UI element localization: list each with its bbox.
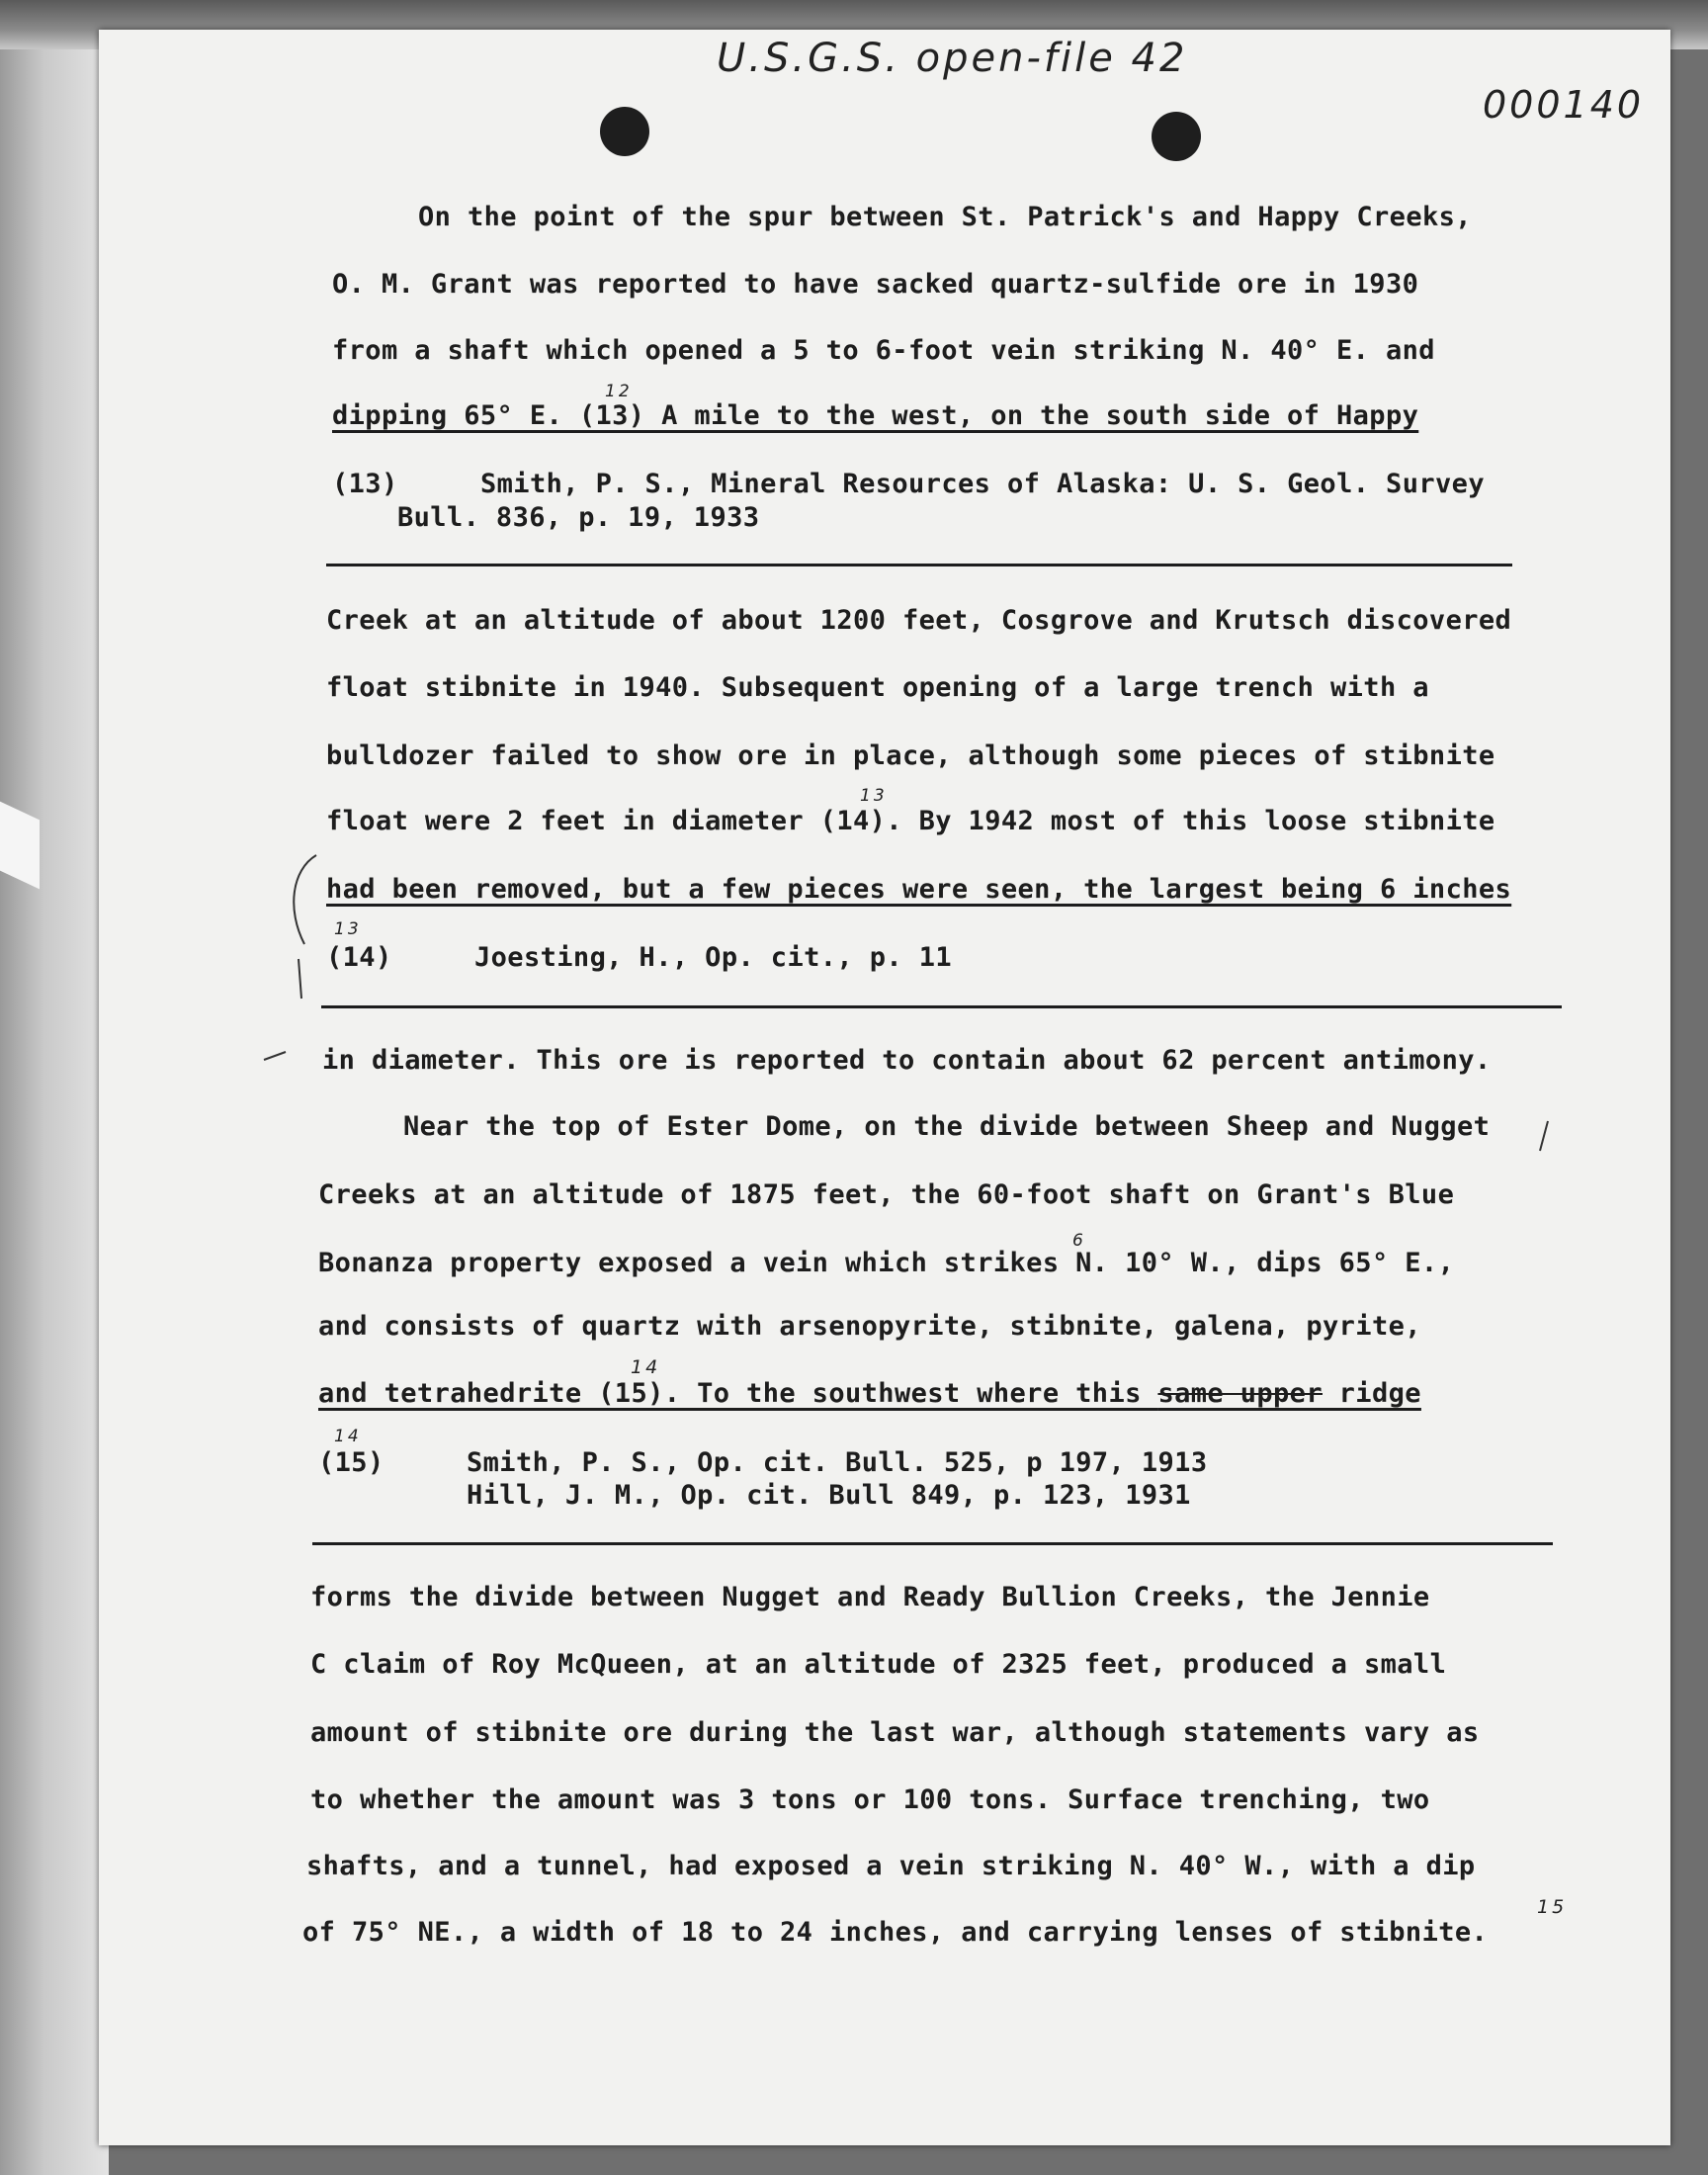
text-line: and consists of quartz with arsenopyrite, stibnite, galena, pyrite, xyxy=(318,1311,1421,1342)
text-line: Near the top of Ester Dome, on the divide between Sheep and Nugget xyxy=(403,1111,1491,1142)
annotation-12: 12 xyxy=(605,382,633,401)
handwritten-title: U.S.G.S. open-file 42 xyxy=(717,36,1188,81)
footnote-rule xyxy=(321,1005,1562,1008)
text-line: shafts, and a tunnel, had exposed a vein striking N. 40° W., with a dip xyxy=(306,1851,1476,1881)
footnote-rule xyxy=(326,564,1512,566)
margin-slash-mark xyxy=(1534,1117,1554,1157)
margin-dash-mark xyxy=(262,1046,292,1066)
footnote-text: Joesting, H., Op. cit., p. 11 xyxy=(474,942,953,973)
text-line: On the point of the spur between St. Patrick's and Happy Creeks, xyxy=(418,202,1472,232)
text-line: in diameter. This ore is reported to contain about 62 percent antimony. xyxy=(322,1045,1492,1076)
page-number: 000140 xyxy=(1483,83,1645,127)
footnote-text: Bull. 836, p. 19, 1933 xyxy=(397,502,760,533)
text-line: O. M. Grant was reported to have sacked quartz-sulfide ore in 1930 xyxy=(332,269,1419,300)
text-line: Bonanza property exposed a vein which strikes N. 10° W., dips 65° E., xyxy=(318,1248,1455,1278)
annotation-14b: 14 xyxy=(334,1427,362,1446)
annotation-14: 14 xyxy=(631,1356,661,1378)
footnote-text: Hill, J. M., Op. cit. Bull 849, p. 123, 1931 xyxy=(467,1480,1191,1511)
annotation-15: 15 xyxy=(1537,1896,1568,1918)
text-line: Creek at an altitude of about 1200 feet, Cosgrove and Krutsch discovered xyxy=(326,605,1512,636)
annotation-6: 6 xyxy=(1072,1231,1086,1251)
struck-text: same upper xyxy=(1157,1378,1323,1409)
text-line: dipping 65° E. (13) A mile to the west, on the south side of Happy xyxy=(332,400,1419,431)
scan-shadow-left xyxy=(0,0,109,2175)
text-line: float stibnite in 1940. Subsequent opening of a large trench with a xyxy=(326,672,1429,703)
footnote-rule xyxy=(312,1542,1553,1545)
punch-hole-right xyxy=(1152,112,1201,161)
text-line: float were 2 feet in diameter (14). By 1942 most of this loose stibnite xyxy=(326,806,1495,836)
footnote-ref: (14) xyxy=(326,942,392,973)
text-line: to whether the amount was 3 tons or 100 tons. Surface trenching, two xyxy=(310,1784,1430,1815)
text-line: forms the divide between Nugget and Ready Bullion Creeks, the Jennie xyxy=(310,1582,1430,1612)
text-line: had been removed, but a few pieces were seen, the largest being 6 inches xyxy=(326,874,1512,905)
text-line: Creeks at an altitude of 1875 feet, the 60-foot shaft on Grant's Blue xyxy=(318,1179,1455,1210)
footnote-ref: (13) xyxy=(332,469,398,499)
text-line xyxy=(318,1378,1708,1409)
text-line: of 75° NE., a width of 18 to 24 inches, and carrying lenses of stibnite. xyxy=(302,1917,1489,1948)
text-segment: and tetrahedrite (15). To the southwest where this xyxy=(318,1378,1158,1409)
footnote-ref: (15) xyxy=(318,1447,384,1478)
text-line: amount of stibnite ore during the last war, although statements vary as xyxy=(310,1717,1480,1748)
footnote-text: Smith, P. S., Op. cit. Bull. 525, p 197, 1913 xyxy=(467,1447,1208,1478)
text-segment: ridge xyxy=(1323,1378,1421,1409)
annotation-13: 13 xyxy=(860,786,888,806)
annotation-13b: 13 xyxy=(334,919,362,939)
margin-bracket-mark xyxy=(277,850,326,1008)
text-line: from a shaft which opened a 5 to 6-foot vein striking N. 40° E. and xyxy=(332,335,1435,366)
footnote-text: Smith, P. S., Mineral Resources of Alaska: U. S. Geol. Survey xyxy=(480,469,1485,499)
text-line: C claim of Roy McQueen, at an altitude of 2325 feet, produced a small xyxy=(310,1649,1447,1680)
punch-hole-left xyxy=(600,107,649,156)
text-line: bulldozer failed to show ore in place, although some pieces of stibnite xyxy=(326,740,1495,771)
